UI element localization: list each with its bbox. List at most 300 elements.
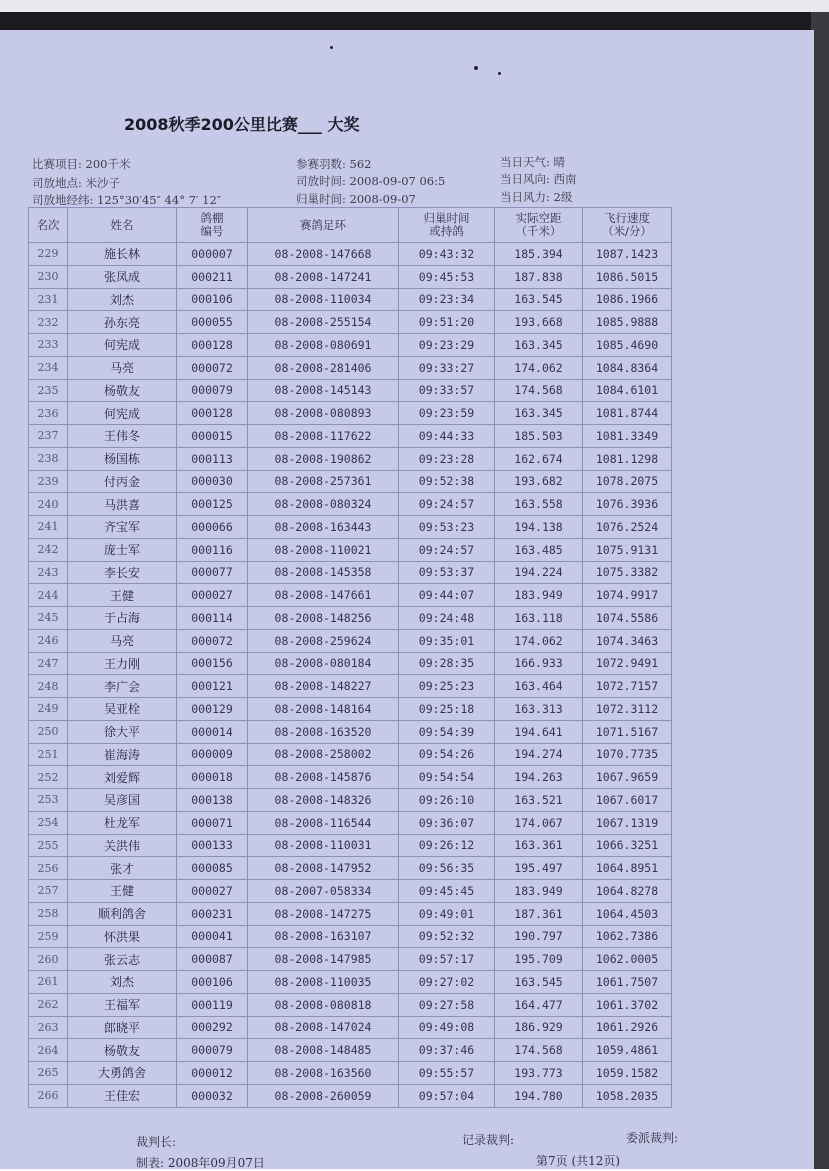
table-row [29,857,672,880]
distance-cell: 194.641 [495,720,583,743]
name-cell: 张凤成 [68,265,177,288]
return-time-cell: 09:35:01 [399,629,495,652]
loft-number-cell: 000156 [177,652,248,675]
speed-cell: 1061.2926 [583,1016,672,1039]
ring-cell: 08-2008-163107 [248,925,399,948]
return-time-cell: 09:26:10 [399,789,495,812]
distance-cell: 183.949 [495,584,583,607]
return-time-cell: 09:52:38 [399,470,495,493]
speck [474,66,478,70]
loft-number-cell: 000119 [177,993,248,1016]
distance-cell: 163.545 [495,288,583,311]
name-cell: 齐宝军 [68,516,177,539]
distance-cell: 163.558 [495,493,583,516]
ring-cell: 08-2008-145358 [248,561,399,584]
rank-cell: 230 [29,265,68,288]
loft-number-cell: 000072 [177,356,248,379]
distance-cell: 186.929 [495,1016,583,1039]
speed-cell: 1085.4690 [583,334,672,357]
name-cell: 庞士军 [68,538,177,561]
table-row [29,607,672,630]
distance-cell: 185.503 [495,425,583,448]
ring-cell: 08-2008-163443 [248,516,399,539]
loft-number-cell: 000007 [177,243,248,266]
table-row [29,1016,672,1039]
loft-number-cell: 000014 [177,720,248,743]
table-body [29,243,672,1108]
return-time-cell: 09:54:39 [399,720,495,743]
speed-cell: 1064.8951 [583,857,672,880]
name-cell: 大勇鸽舍 [68,1062,177,1085]
return-time-cell: 09:57:17 [399,948,495,971]
table-row [29,902,672,925]
distance-cell: 163.545 [495,971,583,994]
return-time-cell: 09:53:23 [399,516,495,539]
speed-cell: 1072.3112 [583,698,672,721]
name-cell: 刘爱辉 [68,766,177,789]
ring-cell: 08-2008-147952 [248,857,399,880]
speed-cell: 1071.5167 [583,720,672,743]
loft-number-cell: 000027 [177,584,248,607]
header-ring: 赛鸽足环 [248,208,399,243]
return-time-cell: 09:27:58 [399,993,495,1016]
speed-cell: 1084.8364 [583,356,672,379]
distance-cell: 163.345 [495,402,583,425]
loft-number-cell: 000079 [177,379,248,402]
referee-label: 裁判长: [136,1135,177,1149]
rank-cell: 251 [29,743,68,766]
loft-number-cell: 000106 [177,971,248,994]
loft-number-cell: 000231 [177,902,248,925]
name-cell: 郎晓平 [68,1016,177,1039]
header-name: 姓名 [68,208,177,243]
name-cell: 李长安 [68,561,177,584]
rank-cell: 264 [29,1039,68,1062]
name-cell: 于占海 [68,607,177,630]
rank-cell: 253 [29,789,68,812]
name-cell: 杨国栋 [68,447,177,470]
speed-cell: 1074.5586 [583,607,672,630]
header-loft-number: 鸽棚 编号 [177,208,248,243]
table-row [29,834,672,857]
table-row [29,948,672,971]
name-cell: 怀洪果 [68,925,177,948]
distance-cell: 187.838 [495,265,583,288]
speed-cell: 1086.5015 [583,265,672,288]
rank-cell: 233 [29,334,68,357]
table-row [29,379,672,402]
speed-cell: 1062.7386 [583,925,672,948]
rank-cell: 244 [29,584,68,607]
distance-cell: 187.361 [495,902,583,925]
distance-cell: 193.773 [495,1062,583,1085]
name-cell: 徐大平 [68,720,177,743]
loft-number-cell: 000077 [177,561,248,584]
ring-cell: 08-2008-110031 [248,834,399,857]
loft-number-cell: 000009 [177,743,248,766]
distance-cell: 163.521 [495,789,583,812]
ring-cell: 08-2008-259624 [248,629,399,652]
loft-number-cell: 000114 [177,607,248,630]
ring-cell: 08-2008-148164 [248,698,399,721]
loft-number-cell: 000128 [177,334,248,357]
ring-cell: 08-2008-148227 [248,675,399,698]
rank-cell: 240 [29,493,68,516]
distance-cell: 166.933 [495,652,583,675]
speed-cell: 1085.9888 [583,311,672,334]
speed-cell: 1059.1582 [583,1062,672,1085]
meta-release-coords: 司放地经纬: 125°30′45″ 44° 7′ 12″ [32,193,222,207]
speed-cell: 1064.4503 [583,902,672,925]
name-cell: 杨敬友 [68,1039,177,1062]
loft-number-cell: 000121 [177,675,248,698]
scanner-top-edge [0,0,829,34]
loft-number-cell: 000030 [177,470,248,493]
return-time-cell: 09:51:20 [399,311,495,334]
rank-cell: 229 [29,243,68,266]
name-cell: 王伟冬 [68,425,177,448]
rank-cell: 234 [29,356,68,379]
name-cell: 刘杰 [68,288,177,311]
prepared-date: 制表: 2008年09月07日 [136,1156,265,1170]
table-row [29,584,672,607]
speed-cell: 1076.3936 [583,493,672,516]
ring-cell: 08-2007-058334 [248,880,399,903]
speed-cell: 1074.3463 [583,629,672,652]
speed-cell: 1084.6101 [583,379,672,402]
return-time-cell: 09:44:33 [399,425,495,448]
table-row [29,1039,672,1062]
rank-cell: 261 [29,971,68,994]
rank-cell: 258 [29,902,68,925]
ring-cell: 08-2008-257361 [248,470,399,493]
rank-cell: 246 [29,629,68,652]
meta-return-time: 归巢时间: 2008-09-07 [296,192,416,206]
name-cell: 马亮 [68,356,177,379]
table-row [29,652,672,675]
rank-cell: 231 [29,288,68,311]
ring-cell: 08-2008-255154 [248,311,399,334]
return-time-cell: 09:54:54 [399,766,495,789]
speed-cell: 1066.3251 [583,834,672,857]
distance-cell: 163.313 [495,698,583,721]
meta-release-time: 司放时间: 2008-09-07 06:5 [296,174,446,188]
loft-number-cell: 000292 [177,1016,248,1039]
loft-number-cell: 000041 [177,925,248,948]
table-row [29,971,672,994]
return-time-cell: 09:23:34 [399,288,495,311]
loft-number-cell: 000106 [177,288,248,311]
rank-cell: 242 [29,538,68,561]
header-speed: 飞行速度 （米/分） [583,208,672,243]
rank-cell: 257 [29,880,68,903]
table-row [29,811,672,834]
meta-release-place: 司放地点: 米沙子 [32,176,121,190]
return-time-cell: 09:36:07 [399,811,495,834]
ring-cell: 08-2008-258002 [248,743,399,766]
ring-cell: 08-2008-080324 [248,493,399,516]
table-row [29,561,672,584]
table-row [29,425,672,448]
delegate-label: 委派裁判: [626,1131,679,1145]
ring-cell: 08-2008-163560 [248,1062,399,1085]
speed-cell: 1061.3702 [583,993,672,1016]
rank-cell: 252 [29,766,68,789]
ring-cell: 08-2008-080893 [248,402,399,425]
table-row [29,675,672,698]
meta-wind-force: 当日风力: 2级 [500,190,573,204]
loft-number-cell: 000072 [177,629,248,652]
speed-cell: 1081.1298 [583,447,672,470]
ring-cell: 08-2008-147241 [248,265,399,288]
loft-number-cell: 000128 [177,402,248,425]
ring-cell: 08-2008-145876 [248,766,399,789]
ring-cell: 08-2008-147275 [248,902,399,925]
distance-cell: 195.497 [495,857,583,880]
table-row [29,629,672,652]
rank-cell: 237 [29,425,68,448]
return-time-cell: 09:56:35 [399,857,495,880]
table-row [29,288,672,311]
loft-number-cell: 000138 [177,789,248,812]
speed-cell: 1072.9491 [583,652,672,675]
speed-cell: 1086.1966 [583,288,672,311]
meta-wind-direction: 当日风向: 西南 [500,172,577,186]
rank-cell: 250 [29,720,68,743]
rank-cell: 256 [29,857,68,880]
speed-cell: 1067.6017 [583,789,672,812]
rank-cell: 266 [29,1084,68,1107]
table-header-row [29,208,672,243]
loft-number-cell: 000032 [177,1084,248,1107]
table-row [29,743,672,766]
return-time-cell: 09:43:32 [399,243,495,266]
loft-number-cell: 000079 [177,1039,248,1062]
loft-number-cell: 000071 [177,811,248,834]
speed-cell: 1070.7735 [583,743,672,766]
ring-cell: 08-2008-116544 [248,811,399,834]
distance-cell: 194.274 [495,743,583,766]
ring-cell: 08-2008-148326 [248,789,399,812]
ring-cell: 08-2008-190862 [248,447,399,470]
loft-number-cell: 000125 [177,493,248,516]
speed-cell: 1087.1423 [583,243,672,266]
ring-cell: 08-2008-110021 [248,538,399,561]
distance-cell: 163.118 [495,607,583,630]
rank-cell: 262 [29,993,68,1016]
ring-cell: 08-2008-080184 [248,652,399,675]
name-cell: 崔海涛 [68,743,177,766]
ring-cell: 08-2008-080818 [248,993,399,1016]
table-row [29,880,672,903]
loft-number-cell: 000211 [177,265,248,288]
table-row [29,925,672,948]
distance-cell: 195.709 [495,948,583,971]
return-time-cell: 09:25:18 [399,698,495,721]
distance-cell: 164.477 [495,993,583,1016]
table-row [29,516,672,539]
return-time-cell: 09:23:28 [399,447,495,470]
return-time-cell: 09:23:59 [399,402,495,425]
meta-entries: 参赛羽数: 562 [296,157,372,171]
table-row [29,493,672,516]
return-time-cell: 09:55:57 [399,1062,495,1085]
speed-cell: 1075.9131 [583,538,672,561]
return-time-cell: 09:26:12 [399,834,495,857]
name-cell: 王佳宏 [68,1084,177,1107]
name-cell: 顺利鸽舍 [68,902,177,925]
name-cell: 杜龙军 [68,811,177,834]
return-time-cell: 09:45:53 [399,265,495,288]
page-number: 第7页 (共12页) [536,1154,621,1168]
table-row [29,356,672,379]
table-row [29,265,672,288]
distance-cell: 193.668 [495,311,583,334]
speed-cell: 1081.8744 [583,402,672,425]
header-distance: 实际空距 （千米） [495,208,583,243]
return-time-cell: 09:24:48 [399,607,495,630]
return-time-cell: 09:49:08 [399,1016,495,1039]
rank-cell: 255 [29,834,68,857]
return-time-cell: 09:37:46 [399,1039,495,1062]
ring-cell: 08-2008-147668 [248,243,399,266]
rank-cell: 259 [29,925,68,948]
return-time-cell: 09:33:57 [399,379,495,402]
speed-cell: 1076.2524 [583,516,672,539]
name-cell: 王力刚 [68,652,177,675]
name-cell: 马洪喜 [68,493,177,516]
ring-cell: 08-2008-163520 [248,720,399,743]
distance-cell: 194.138 [495,516,583,539]
loft-number-cell: 000012 [177,1062,248,1085]
speed-cell: 1059.4861 [583,1039,672,1062]
distance-cell: 185.394 [495,243,583,266]
loft-number-cell: 000066 [177,516,248,539]
name-cell: 李广会 [68,675,177,698]
loft-number-cell: 000027 [177,880,248,903]
ring-cell: 08-2008-148256 [248,607,399,630]
ring-cell: 08-2008-110035 [248,971,399,994]
table-row [29,538,672,561]
distance-cell: 162.674 [495,447,583,470]
rank-cell: 243 [29,561,68,584]
name-cell: 关洪伟 [68,834,177,857]
loft-number-cell: 000055 [177,311,248,334]
return-time-cell: 09:24:57 [399,493,495,516]
ring-cell: 08-2008-110034 [248,288,399,311]
name-cell: 施长林 [68,243,177,266]
return-time-cell: 09:44:07 [399,584,495,607]
table-row [29,402,672,425]
meta-race-item: 比赛项目: 200千米 [32,157,131,171]
return-time-cell: 09:49:01 [399,902,495,925]
return-time-cell: 09:23:29 [399,334,495,357]
speed-cell: 1078.2075 [583,470,672,493]
speck [498,72,501,75]
speed-cell: 1064.8278 [583,880,672,903]
ring-cell: 08-2008-145143 [248,379,399,402]
return-time-cell: 09:52:32 [399,925,495,948]
return-time-cell: 09:33:27 [399,356,495,379]
ring-cell: 08-2008-148485 [248,1039,399,1062]
speed-cell: 1072.7157 [583,675,672,698]
ring-cell: 08-2008-147985 [248,948,399,971]
rank-cell: 254 [29,811,68,834]
speed-cell: 1061.7507 [583,971,672,994]
loft-number-cell: 000015 [177,425,248,448]
distance-cell: 174.568 [495,379,583,402]
table-row [29,720,672,743]
ring-cell: 08-2008-281406 [248,356,399,379]
speck [330,46,333,49]
distance-cell: 163.485 [495,538,583,561]
name-cell: 何宪成 [68,402,177,425]
table-row [29,1062,672,1085]
loft-number-cell: 000087 [177,948,248,971]
distance-cell: 174.062 [495,629,583,652]
ring-cell: 08-2008-147661 [248,584,399,607]
name-cell: 王健 [68,584,177,607]
rank-cell: 265 [29,1062,68,1085]
page-title: 2008秋季200公里比赛___ 大奖 [124,115,360,134]
rank-cell: 263 [29,1016,68,1039]
table-row [29,789,672,812]
table-row [29,766,672,789]
speed-cell: 1062.0005 [583,948,672,971]
return-time-cell: 09:27:02 [399,971,495,994]
distance-cell: 183.949 [495,880,583,903]
loft-number-cell: 000085 [177,857,248,880]
name-cell: 张云志 [68,948,177,971]
rank-cell: 248 [29,675,68,698]
name-cell: 杨敬友 [68,379,177,402]
name-cell: 王健 [68,880,177,903]
name-cell: 张才 [68,857,177,880]
name-cell: 付丙金 [68,470,177,493]
table-row [29,334,672,357]
table-row [29,447,672,470]
distance-cell: 194.263 [495,766,583,789]
name-cell: 吴彦国 [68,789,177,812]
table-row [29,993,672,1016]
loft-number-cell: 000116 [177,538,248,561]
speed-cell: 1067.9659 [583,766,672,789]
distance-cell: 190.797 [495,925,583,948]
speed-cell: 1067.1319 [583,811,672,834]
loft-number-cell: 000018 [177,766,248,789]
rank-cell: 235 [29,379,68,402]
distance-cell: 174.062 [495,356,583,379]
loft-number-cell: 000133 [177,834,248,857]
name-cell: 王福军 [68,993,177,1016]
meta-weather: 当日天气: 晴 [500,155,566,169]
ring-cell: 08-2008-260059 [248,1084,399,1107]
distance-cell: 194.224 [495,561,583,584]
table-row [29,698,672,721]
distance-cell: 163.464 [495,675,583,698]
header-rank: 名次 [29,208,68,243]
return-time-cell: 09:57:04 [399,1084,495,1107]
rank-cell: 238 [29,447,68,470]
distance-cell: 174.568 [495,1039,583,1062]
rank-cell: 245 [29,607,68,630]
speed-cell: 1058.2035 [583,1084,672,1107]
distance-cell: 163.361 [495,834,583,857]
distance-cell: 174.067 [495,811,583,834]
table-row [29,311,672,334]
rank-cell: 249 [29,698,68,721]
table-row [29,470,672,493]
